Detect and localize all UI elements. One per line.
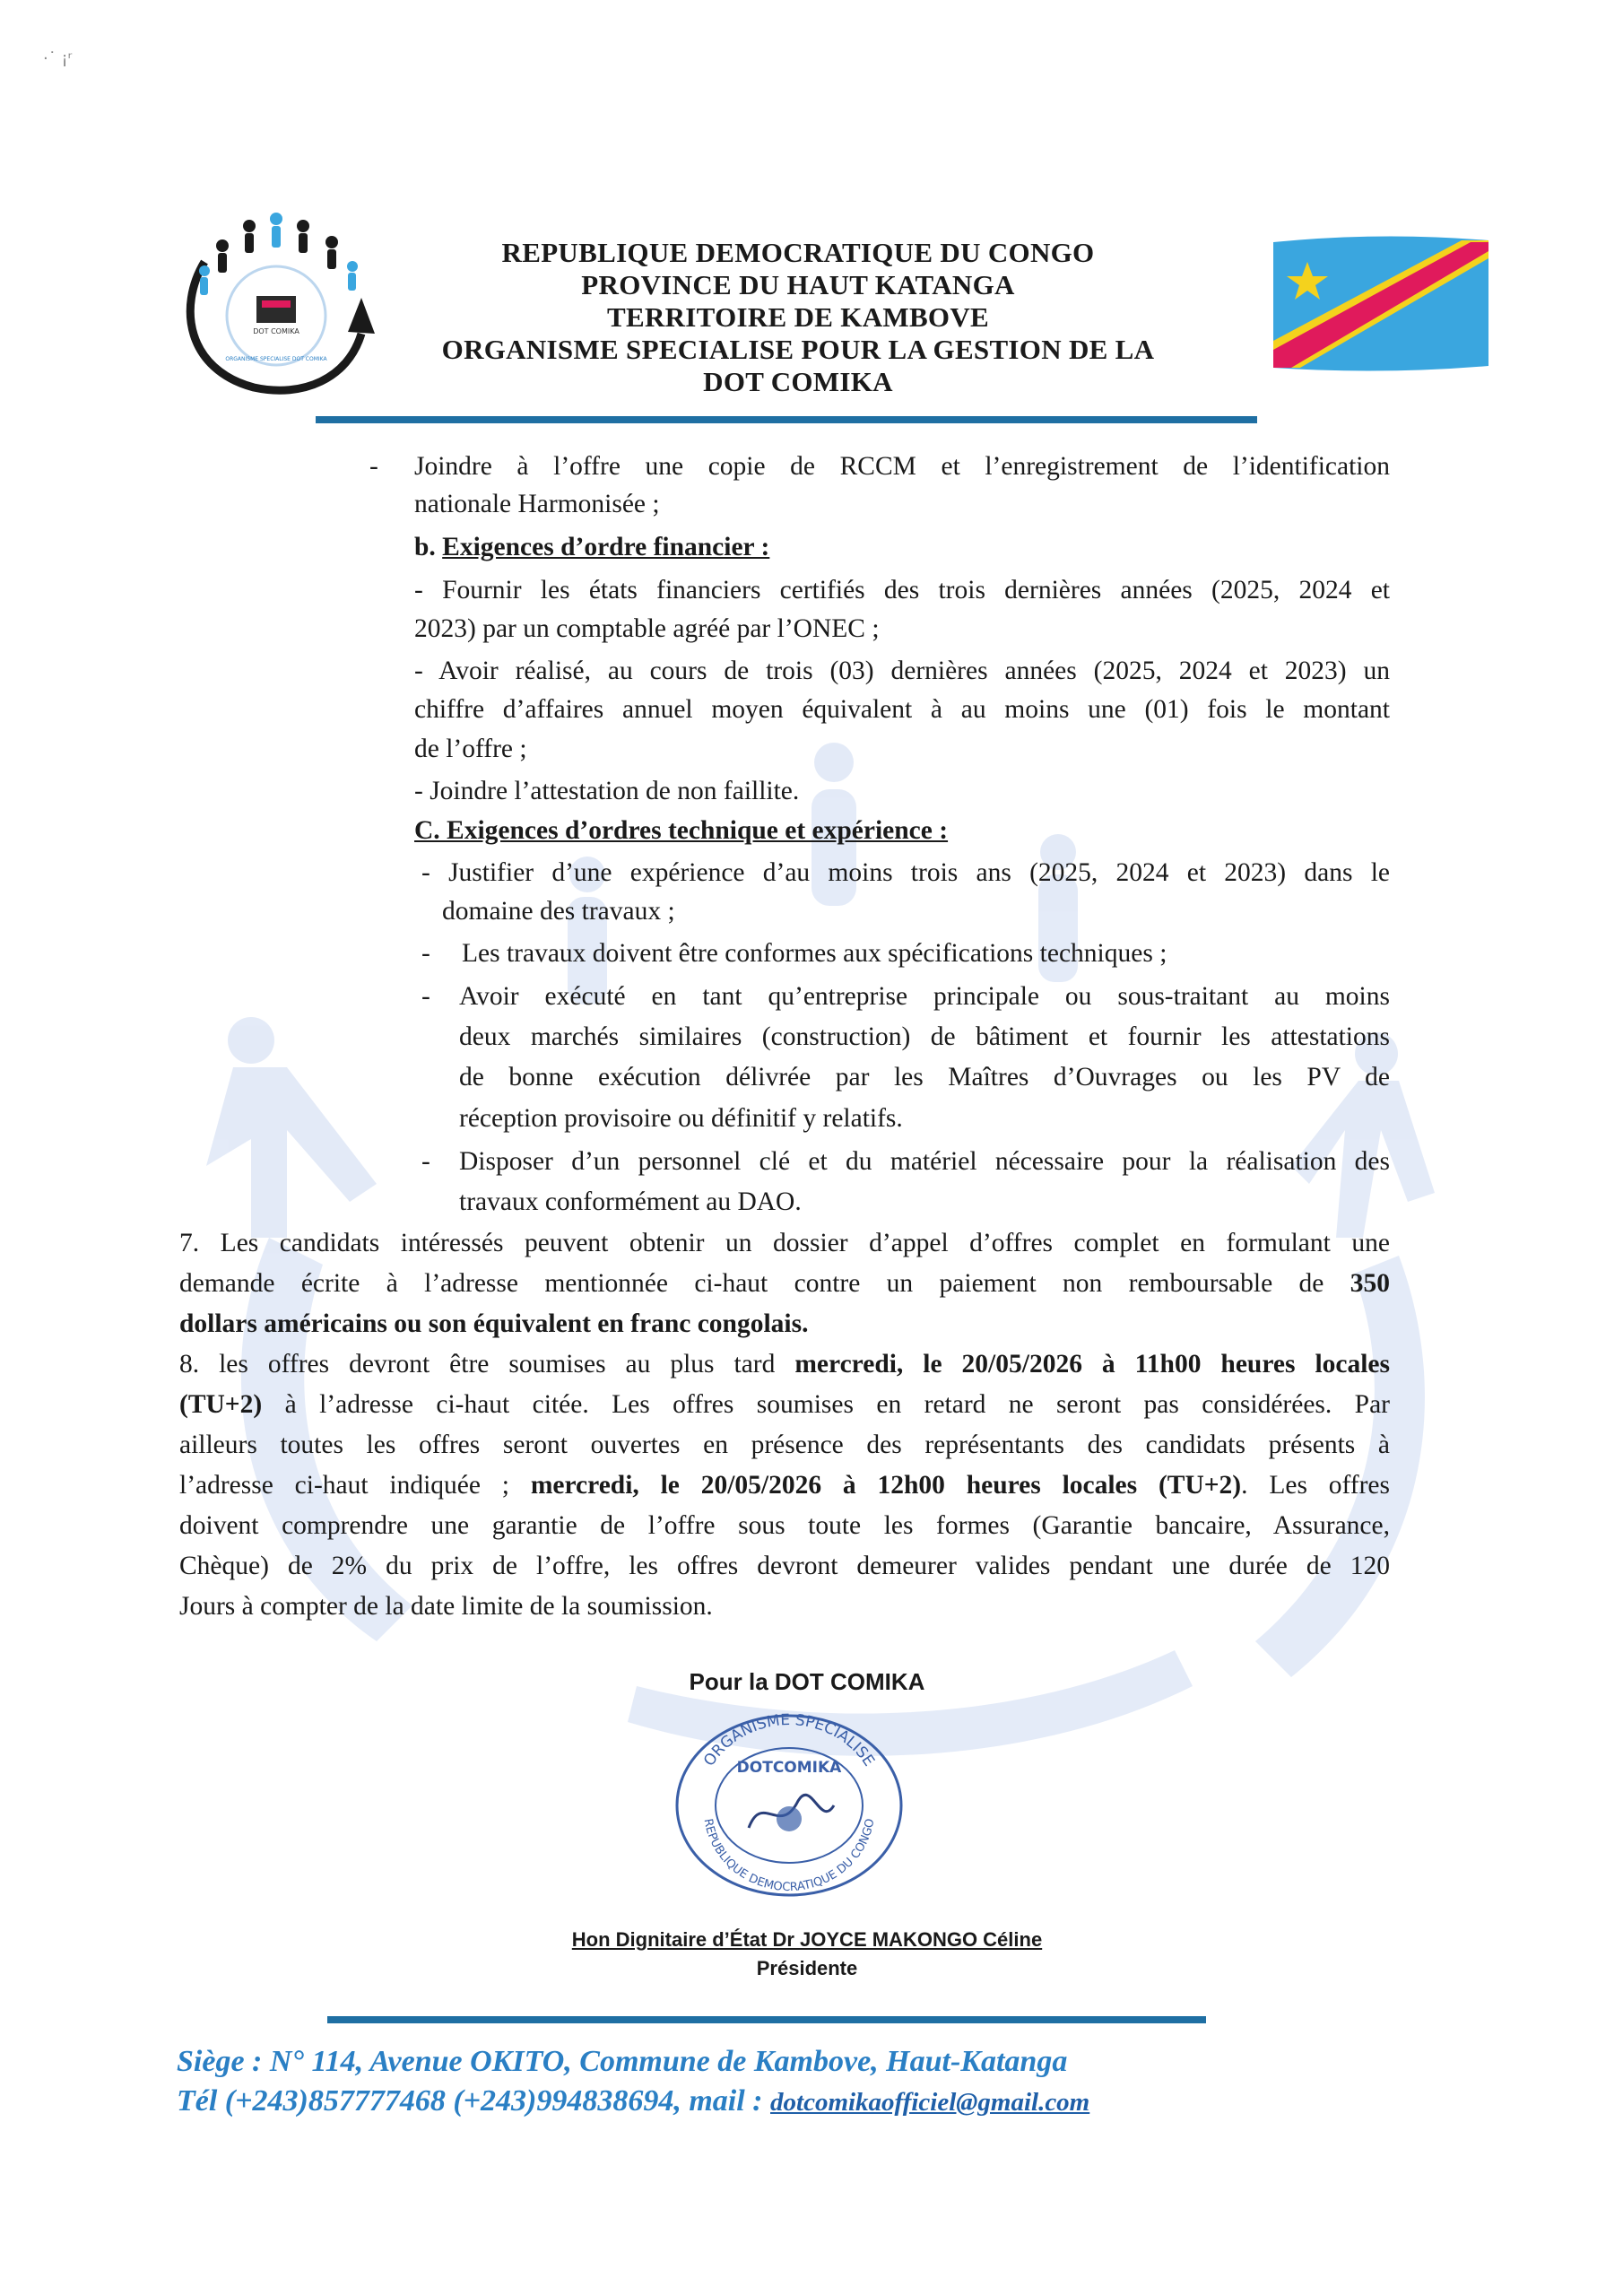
para8-line7: Jours à compter de la date limite de la soumission. bbox=[179, 1592, 713, 1621]
tech-item4-line2: travaux conformément au DAO. bbox=[459, 1187, 802, 1216]
para8-deadline: mercredi, le 20/05/2026 à 11h00 heures locales bbox=[794, 1350, 1390, 1378]
signature-title: Pour la DOT COMIKA bbox=[689, 1668, 925, 1695]
logo-subcaption: ORGANISME SPECIALISE DOT COMIKA bbox=[225, 356, 327, 362]
signatory-role: Présidente bbox=[756, 1957, 858, 1979]
para8-timezone: (TU+2) bbox=[179, 1390, 263, 1419]
header-line-territory: TERRITOIRE DE KAMBOVE bbox=[606, 301, 990, 333]
para8-line4-end: . Les offres bbox=[1241, 1471, 1391, 1500]
para7-amount: 350 bbox=[1350, 1269, 1390, 1298]
footer-phone: Tél (+243)857777468 (+243)994838694, mail : bbox=[177, 2084, 763, 2118]
drc-flag-icon bbox=[1273, 235, 1488, 371]
para7-line2 bbox=[179, 1265, 1390, 1301]
para7-line1: 7. Les candidats intéressés peuvent obtenir un dossier d’appel d’offres complet en formulant une bbox=[179, 1229, 1390, 1257]
para7-currency: dollars américains ou son équivalent en franc congolais. bbox=[179, 1309, 809, 1338]
tech-item3-line3: de bonne exécution délivrée par les Maîtres d’Ouvrages ou les PV de bbox=[459, 1063, 1390, 1091]
header-line-name: DOT COMIKA bbox=[703, 366, 893, 397]
fin-item2-line1: - Avoir réalisé, au cours de trois (03) dernières années (2025, 2024 et 2023) un bbox=[414, 657, 1390, 685]
footer-email-link[interactable]: dotcomikaofficiel@gmail.com bbox=[770, 2088, 1090, 2117]
tech-item3-line1: Avoir exécuté en tant qu’entreprise principale ou sous-traitant au moins bbox=[459, 982, 1390, 1011]
tech-item3-line4: réception provisoire ou définitif y relatifs. bbox=[459, 1104, 903, 1133]
header-line-organisation: ORGANISME SPECIALISE POUR LA GESTION DE LA bbox=[441, 334, 1155, 365]
bullet-dash: - bbox=[421, 982, 430, 1011]
footer-divider bbox=[327, 2016, 1206, 2023]
para8-line5: doivent comprendre une garantie de l’offre sous toute les formes (Garantie bancaire, Assurance, bbox=[179, 1511, 1390, 1540]
fin-item3: - Joindre l’attestation de non faillite. bbox=[414, 777, 800, 805]
letterhead bbox=[318, 237, 1278, 398]
para8-line4 bbox=[179, 1467, 1390, 1503]
para8-line1 bbox=[179, 1346, 1390, 1382]
tech-item3-line2: deux marchés similaires (construction) de bâtiment et fournir les attestations bbox=[459, 1022, 1390, 1051]
scan-artifact-marks: ·˙ ¡ʳ bbox=[43, 49, 73, 68]
para7-line3 bbox=[179, 1306, 808, 1342]
footer-phone-line bbox=[177, 2084, 1089, 2118]
header-divider bbox=[316, 416, 1257, 423]
section-b-letter: b. bbox=[414, 533, 436, 561]
para8-line3: ailleurs toutes les offres seront ouvertes en présence des représentants des candidats présents à bbox=[179, 1431, 1390, 1459]
tech-item2: Les travaux doivent être conformes aux spécifications techniques ; bbox=[462, 939, 1167, 968]
tech-item4-line1: Disposer d’un personnel clé et du matériel nécessaire pour la réalisation des bbox=[459, 1147, 1390, 1176]
signatory-name bbox=[502, 1928, 1112, 1952]
seal-bottom-text: REPUBLIQUE DEMOCRATIQUE DU CONGO bbox=[700, 1817, 878, 1895]
fin-item1-line1: - Fournir les états financiers certifiés des trois dernières années (2025, 2024 et bbox=[414, 576, 1390, 604]
seal-middle-text: DOTCOMIKA bbox=[736, 1759, 842, 1777]
para8-line2-text: à l’adresse ci-haut citée. Les offres soumises en retard ne seront pas considérées. Par bbox=[284, 1390, 1391, 1419]
para8-line6: Chèque) de 2% du prix de l’offre, les offres devront demeurer valides pendant une durée de 120 bbox=[179, 1552, 1390, 1580]
bullet-dash: - bbox=[421, 1147, 430, 1176]
signatory-name-text: Hon Dignitaire d’État Dr JOYCE MAKONGO Céline bbox=[571, 1928, 1043, 1951]
tech-item1-line2: domaine des travaux ; bbox=[442, 897, 675, 926]
section-c-title: C. Exigences d’ordres technique et expérience : bbox=[414, 816, 949, 845]
item-rccm-line1: Joindre à l’offre une copie de RCCM et l’enregistrement de l’identification bbox=[414, 452, 1390, 481]
para7-line2-text: demande écrite à l’adresse mentionnée ci-haut contre un paiement non remboursable de bbox=[179, 1269, 1324, 1298]
official-seal-stamp bbox=[664, 1693, 915, 1900]
para8-line4-text: l’adresse ci-haut indiquée ; bbox=[179, 1471, 509, 1500]
header-line-country: REPUBLIQUE DEMOCRATIQUE DU CONGO bbox=[501, 237, 1095, 268]
seal-top-text: ORGANISME SPECIALISE bbox=[700, 1710, 878, 1770]
fin-item1-line2: 2023) par un comptable agréé par l’ONEC ; bbox=[414, 614, 880, 643]
section-b-title: Exigences d’ordre financier : bbox=[442, 533, 770, 561]
header-line-province: PROVINCE DU HAUT KATANGA bbox=[581, 269, 1015, 300]
para8-opening: mercredi, le 20/05/2026 à 12h00 heures locales (TU+2) bbox=[530, 1471, 1242, 1500]
bullet-dash: - bbox=[421, 939, 430, 968]
logo-caption: DOT COMIKA bbox=[253, 327, 299, 335]
footer-address: Siège : N° 114, Avenue OKITO, Commune de Kambove, Haut-Katanga bbox=[177, 2045, 1068, 2078]
fin-item2-line3: de l’offre ; bbox=[414, 735, 527, 763]
para8-line2 bbox=[179, 1387, 1390, 1422]
para8-line1-text: 8. les offres devront être soumises au plus tard bbox=[179, 1350, 776, 1378]
tech-item1-line1: - Justifier d’une expérience d’au moins trois ans (2025, 2024 et 2023) dans le bbox=[421, 858, 1390, 887]
item-rccm-line2: nationale Harmonisée ; bbox=[414, 490, 660, 518]
section-b-heading bbox=[414, 529, 769, 565]
fin-item2-line2: chiffre d’affaires annuel moyen équivalent à au moins une (01) fois le montant bbox=[414, 695, 1390, 724]
bullet-dash: - bbox=[369, 452, 378, 481]
